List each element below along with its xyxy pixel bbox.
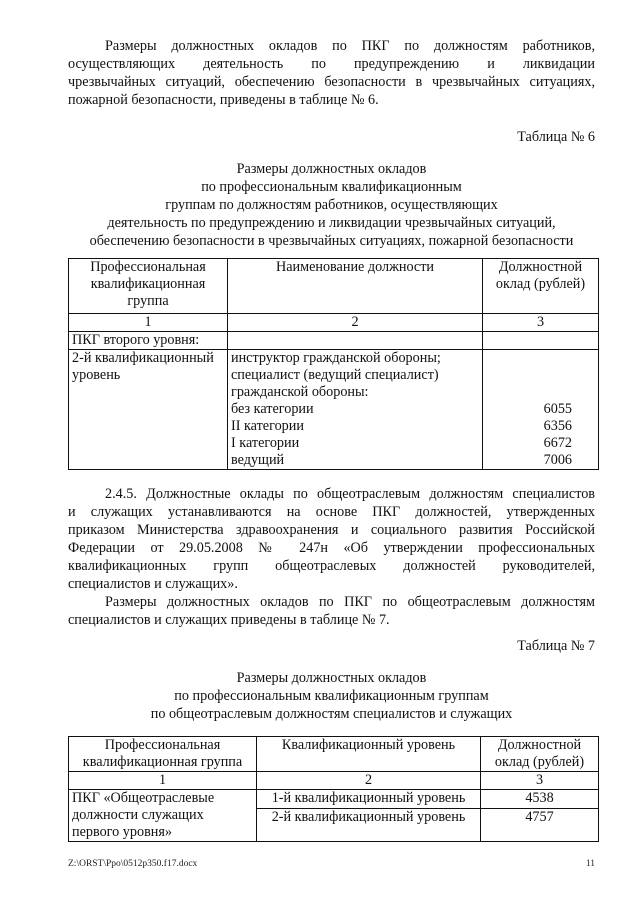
table6	[68, 258, 599, 470]
table6-col-number: 3	[483, 314, 599, 332]
table7-row	[69, 790, 599, 809]
intro-line: чрезвычайных ситуаций, обеспечению безопасности в чрезвычайных ситуациях,	[68, 74, 595, 90]
table7-label: Таблица № 7	[517, 638, 595, 654]
position-line: II категории	[231, 418, 304, 434]
footer-page-number: 11	[585, 859, 595, 869]
table7-header-level: Квалификационный уровень	[257, 737, 481, 772]
intro-paragraph	[68, 37, 595, 109]
table6-title	[68, 160, 595, 250]
intro-line: Размеры должностных окладов по ПКГ по должностям работников,	[105, 38, 595, 54]
table6-header-group: Профессиональная квалификационная группа	[69, 259, 228, 314]
table7-title-line: по общеотраслевым должностям специалистов и служащих	[150, 706, 513, 722]
table7-title-line: по профессиональным квалификационным группам	[174, 688, 489, 704]
salary-value: 7006	[543, 452, 572, 468]
intro-line: осуществляющих деятельность по предупреждению и ликвидации	[68, 56, 595, 72]
table6-col-number: 1	[69, 314, 228, 332]
table7-level: 2-й квалификационный уровень	[257, 809, 481, 842]
position-line: гражданской обороны:	[231, 384, 369, 400]
para-line: приказом Министерства здравоохранения и социального развития Российской	[68, 522, 595, 538]
paragraph-2-4-5	[68, 485, 595, 629]
table6-salaries	[483, 350, 599, 470]
table7-group-label: ПКГ «Общеотраслевые должности служащих первого уровня»	[69, 790, 257, 842]
table6-level-row	[69, 350, 599, 470]
para-line: специалистов и служащих».	[68, 576, 238, 592]
position-line: инструктор гражданской обороны;	[231, 350, 441, 366]
table7	[68, 736, 599, 842]
table6-group-label: ПКГ второго уровня:	[69, 332, 228, 350]
table6-title-line: по профессиональным квалификационным	[201, 179, 462, 195]
position-line: специалист (ведущий специалист)	[231, 367, 439, 383]
para-line: специалистов и служащих приведены в таблице № 7.	[68, 612, 390, 628]
para-line: и служащих устанавливаются на основе ПКГ должностей, утвержденных	[68, 504, 595, 520]
salary-value	[486, 350, 572, 367]
table7-col-number: 1	[69, 772, 257, 790]
table7-title-line: Размеры должностных окладов	[236, 670, 427, 686]
para-line: 2.4.5. Должностные оклады по общеотраслевым должностям специалистов	[105, 486, 595, 502]
salary-value: 6672	[543, 435, 572, 451]
para-line: Федерации от 29.05.2008 № 247н «Об утверждении профессиональных	[68, 540, 595, 556]
table6-label: Таблица № 6	[517, 129, 595, 145]
table6-group-row	[69, 332, 599, 350]
table7-col-number: 2	[257, 772, 481, 790]
table6-number-row	[69, 314, 599, 332]
table6-title-line: обеспечению безопасности в чрезвычайных ситуациях, пожарной безопасности	[89, 233, 574, 249]
salary-value	[486, 367, 572, 384]
table6-col-number: 2	[228, 314, 483, 332]
salary-value: 6055	[543, 401, 572, 417]
position-line: без категории	[231, 401, 314, 417]
table7-col-number: 3	[481, 772, 599, 790]
table6-title-line: деятельность по предупреждению и ликвидации чрезвычайных ситуаций,	[107, 215, 556, 231]
table7-salary: 4538	[481, 790, 599, 809]
table7-header-group: Профессиональная квалификационная группа	[69, 737, 257, 772]
footer-file-path: Z:\ORST\Ppo\0512p350.f17.docx	[68, 859, 198, 869]
table7-header-row	[69, 737, 599, 772]
table6-header-position: Наименование должности	[228, 259, 483, 314]
table7-level: 1-й квалификационный уровень	[257, 790, 481, 809]
table6-empty-cell	[483, 332, 599, 350]
table7-header-salary: Должностной оклад (рублей)	[481, 737, 599, 772]
table7-salary: 4757	[481, 809, 599, 842]
para-line: квалификационных групп общеотраслевых должностей руководителей,	[68, 558, 595, 574]
table6-title-line: группам по должностям работников, осуществляющих	[165, 197, 498, 213]
intro-line: пожарной безопасности, приведены в таблице № 6.	[68, 92, 379, 108]
table6-empty-cell	[228, 332, 483, 350]
position-line: I категории	[231, 435, 300, 451]
table6-header-salary: Должностной оклад (рублей)	[483, 259, 599, 314]
table7-number-row	[69, 772, 599, 790]
table6-positions	[228, 350, 483, 470]
salary-value	[486, 384, 572, 401]
table6-header-row	[69, 259, 599, 314]
position-line: ведущий	[231, 452, 285, 468]
table6-title-line: Размеры должностных окладов	[236, 161, 427, 177]
para-line: Размеры должностных окладов по ПКГ по общеотраслевым должностям	[105, 594, 595, 610]
salary-value: 6356	[543, 418, 572, 434]
table7-title	[68, 669, 595, 723]
table6-level-label: 2-й квалификационный уровень	[69, 350, 228, 470]
